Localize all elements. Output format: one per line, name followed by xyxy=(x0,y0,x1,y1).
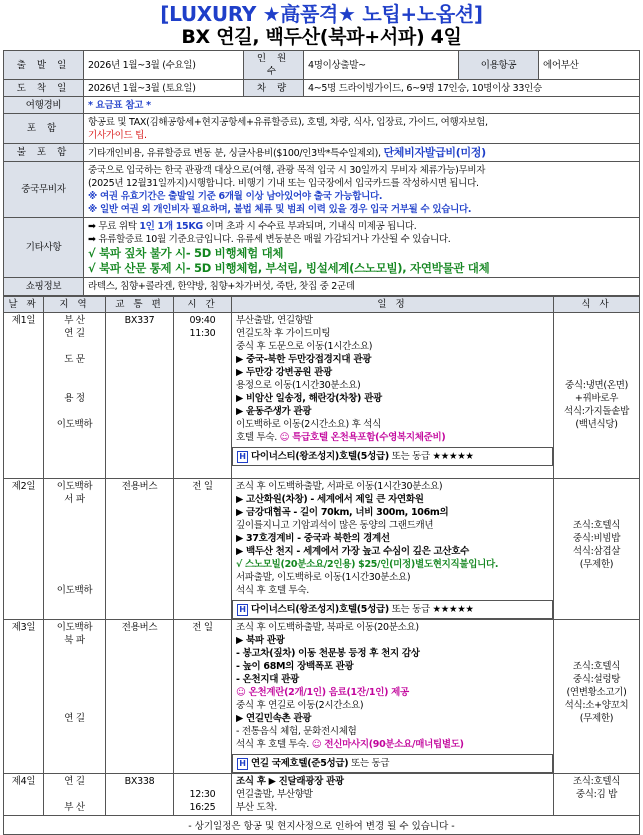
visa-line-4: ※ 일반 여권 외 개인비자 필요하며, 불법 체류 및 범죄 이력 있을 경우 입국 거부될 수 있습니다. xyxy=(88,203,472,215)
region-name: 서 파 xyxy=(64,494,85,505)
schedule-line: 깊이를지니고 기암괴석이 많은 동양의 그랜드캐년 xyxy=(236,520,434,531)
hotel-icon: H xyxy=(237,604,248,616)
hotel-name: 다이너스티(왕조성지)호텔(5성급) xyxy=(251,451,389,462)
day-label xyxy=(4,620,44,774)
region-name: 부 산 xyxy=(64,802,85,813)
day-label xyxy=(4,774,44,816)
meal-item: (연변황소고기) xyxy=(566,687,627,698)
meal-item xyxy=(558,621,635,634)
meal-item: 조식:호텔식 xyxy=(572,776,621,787)
page-title: [LUXURY ★高품격★ 노팁+노옵션] xyxy=(160,2,483,26)
time-value xyxy=(178,775,227,788)
day-times xyxy=(174,620,232,774)
day-regions xyxy=(44,313,106,479)
people-value: 4명이상출발~ xyxy=(304,51,459,80)
etc-line-1-post: 이며 초과 시 수수료 부과되며, 기내식 미제공 됩니다. xyxy=(202,220,417,232)
people-label: 인 원 수 xyxy=(244,51,304,80)
exclude-value: 기타개인비용, 유류할증료 변동 분, 싱글사용비($100/인3박*특수일제외), xyxy=(88,147,381,159)
meal-item: 조식:호텔식 xyxy=(572,661,621,672)
schedule-line xyxy=(236,738,549,751)
meal-item: (무제한) xyxy=(579,559,614,570)
meal-item: (무제한) xyxy=(579,713,614,724)
day-regions xyxy=(44,774,106,816)
schedule-line: - 높이 68M의 장백폭포 관광 xyxy=(236,661,354,672)
region-name: 연 길 xyxy=(64,776,85,787)
header-transport: 교 통 편 xyxy=(106,297,174,313)
day-label xyxy=(4,313,44,479)
day-regions xyxy=(44,620,106,774)
day-number: 제2일 xyxy=(11,481,36,492)
visa-line-3: ※ 여권 유효기간은 출발일 기준 6개월 이상 남아있어야 출국 가능합니다. xyxy=(88,190,383,202)
schedule-line: 조식 후 ▶ 진달래광장 관광 xyxy=(236,776,344,787)
include-cell xyxy=(84,114,640,144)
region-name xyxy=(48,506,101,519)
etc-line-1-highlight: 1인 1개 15KG xyxy=(139,220,203,232)
schedule-line: 용정으로 이동(1시간30분소요) xyxy=(236,380,361,391)
schedule-line: 이도백하로 이동(2시간소요) 후 석식 xyxy=(236,419,381,430)
region-name: 이도백하 xyxy=(56,585,93,596)
meal-item: 석식:소+양꼬치 xyxy=(564,700,629,711)
schedule-line: ▶ 비암산 일송정, 해란강(차창) 관광 xyxy=(236,393,382,404)
day-schedule xyxy=(232,620,554,774)
meal-item: 중식:설렁탕 xyxy=(572,674,621,685)
schedule-line: - 봉고차(짚차) 이동 천문봉 등정 후 천지 감상 xyxy=(236,648,420,659)
schedule-line: 조식 후 이도백하출발, 서파로 이동(1시간30분소요) xyxy=(236,481,443,492)
shop-label: 쇼핑정보 xyxy=(4,278,84,296)
include-label: 포 함 xyxy=(4,114,84,144)
region-name: 이도백하 xyxy=(56,481,93,492)
depart-value: 2026년 1월~3월 (수요일) xyxy=(84,51,244,80)
region-name xyxy=(48,571,101,584)
meal-item xyxy=(558,353,635,366)
day-times xyxy=(174,313,232,479)
hotel-grade: 또는 동급 ★★★★★ xyxy=(388,604,474,615)
day-schedule xyxy=(232,479,554,620)
schedule-line xyxy=(236,686,549,699)
day-number: 제3일 xyxy=(11,622,36,633)
include-value-tip: 기사가이드 팁. xyxy=(88,129,147,141)
region-name xyxy=(48,340,101,353)
schedule-line: ▶ 금강대협곡 - 길이 70km, 너비 300m, 106m의 xyxy=(236,507,449,518)
time-value: 09:40 xyxy=(189,315,216,326)
vehicle-value: 4~5명 드라이빙가이드, 6~9명 17인승, 10명이상 33인승 xyxy=(304,80,640,97)
day-meals xyxy=(554,774,640,816)
meal-item xyxy=(558,314,635,327)
day-row xyxy=(4,620,640,774)
schedule-line: - 온천지대 관광 xyxy=(236,674,299,685)
meal-item xyxy=(558,506,635,519)
meal-item xyxy=(558,493,635,506)
footer-note: - 상기일정은 항공 및 현지사정으로 인하여 변경 될 수 있습니다 - xyxy=(3,816,640,835)
region-name xyxy=(48,699,101,712)
region-name xyxy=(48,379,101,392)
meal-item: 중식:비빔밥 xyxy=(572,533,621,544)
region-name xyxy=(48,647,101,660)
transport-name: 전용버스 xyxy=(121,622,158,633)
cost-label: 여행경비 xyxy=(4,97,84,114)
hotel-info xyxy=(232,447,553,466)
etc-label: 기타사항 xyxy=(4,218,84,278)
meal-item: 석식:삼겹살 xyxy=(572,546,621,557)
schedule-line: ▶ 북파 관광 xyxy=(236,635,285,646)
region-name: 북 파 xyxy=(64,635,85,646)
meal-item xyxy=(558,647,635,660)
time-value: 12:30 xyxy=(189,789,216,800)
schedule-table xyxy=(3,296,640,816)
page-subtitle: BX 연길, 백두산(북파+서파) 4일 xyxy=(181,26,462,48)
etc-line-1 xyxy=(88,220,635,233)
day-row xyxy=(4,313,640,479)
region-name: 연 길 xyxy=(64,713,85,724)
schedule-line-text: 호텔 투숙. xyxy=(236,432,280,443)
day-number: 제1일 xyxy=(11,315,36,326)
visa-label: 중국무비자 xyxy=(4,162,84,218)
include-value: 항공료 및 TAX(김해공항세+현지공항세+유류할증료), 호텔, 차량, 식사, 입장료, 가이드, 여행자보험, xyxy=(88,116,488,128)
schedule-line: 서파출발, 이도백하로 이동(1시간30분소요) xyxy=(236,572,411,583)
schedule-line: 부산출발, 연길향발 xyxy=(236,315,313,326)
day-meals xyxy=(554,479,640,620)
visa-cell xyxy=(84,162,640,218)
transport-name: BX338 xyxy=(124,776,155,787)
schedule-line-highlight: ☺ 전신마사지(90분소요/매너팁별도) xyxy=(311,739,464,750)
region-name xyxy=(48,545,101,558)
time-value: 11:30 xyxy=(189,328,216,339)
day-row xyxy=(4,479,640,620)
region-name xyxy=(48,532,101,545)
day-transport xyxy=(106,313,174,479)
hotel-name: 연길 국제호텔(준5성급) xyxy=(251,758,349,769)
region-name: 도 문 xyxy=(64,354,85,365)
time-value: 전 일 xyxy=(192,622,213,633)
schedule-line: ▶ 백두산 천지 - 세계에서 가장 높고 수심이 깊은 고산호수 xyxy=(236,546,470,557)
schedule-line: 중식 후 연길로 이동(2시간소요) xyxy=(236,700,364,711)
arrive-value: 2026년 1월~3월 (토요일) xyxy=(84,80,244,97)
meal-item: 중식:냉면(온면) xyxy=(565,380,628,391)
region-name: 용 정 xyxy=(64,393,85,404)
meal-item xyxy=(558,634,635,647)
region-name xyxy=(48,405,101,418)
hotel-grade: 또는 동급 xyxy=(348,758,390,769)
region-name xyxy=(48,686,101,699)
schedule-line: ▶ 37호경계비 - 중국과 북한의 경계선 xyxy=(236,533,390,544)
hotel-grade: 또는 동급 ★★★★★ xyxy=(388,451,474,462)
header-schedule: 일 정 xyxy=(232,297,554,313)
etc-cell xyxy=(84,218,640,278)
region-name xyxy=(48,788,101,801)
transport-name: 전용버스 xyxy=(121,481,158,492)
day-label xyxy=(4,479,44,620)
visa-line-1: 중국으로 입국하는 한국 관광객 대상으로(여행, 관광 목적 입국 시 30일까지 무비자 체류가능)무비자 xyxy=(88,164,486,176)
schedule-line: ▶ 두만강 강변공원 관광 xyxy=(236,367,332,378)
header-date: 날 짜 xyxy=(4,297,44,313)
meal-item xyxy=(558,480,635,493)
region-name xyxy=(48,558,101,571)
schedule-body xyxy=(4,313,640,816)
cost-value: * 요금표 참고 * xyxy=(84,97,640,114)
schedule-line: 석식 후 호텔 투숙. xyxy=(236,585,310,596)
day-meals xyxy=(554,620,640,774)
airline-value: 에어부산 xyxy=(539,51,640,80)
schedule-line: 연길도착 후 가이드미팅 xyxy=(236,328,331,339)
day-schedule xyxy=(232,313,554,479)
vehicle-label: 차 량 xyxy=(244,80,304,97)
region-name xyxy=(48,366,101,379)
schedule-header xyxy=(4,297,640,313)
header-meal: 식 사 xyxy=(554,297,640,313)
schedule-line: ▶ 고산화원(차창) - 세계에서 제일 큰 자연화원 xyxy=(236,494,424,505)
schedule-line: 부산 도착. xyxy=(236,802,277,813)
hotel-icon: H xyxy=(237,451,248,463)
exclude-visa-fee: 단체비자발급비(미정) xyxy=(383,145,486,159)
meal-item: (백년식당) xyxy=(575,419,618,430)
region-name: 연 길 xyxy=(64,328,85,339)
day-schedule xyxy=(232,774,554,816)
schedule-line xyxy=(236,431,549,444)
etc-line-1-pre: ➡ 무료 위탁 xyxy=(88,220,140,232)
day-number: 제4일 xyxy=(11,776,36,787)
schedule-line: ▶ 윤동주생가 관광 xyxy=(236,406,312,417)
info-table xyxy=(3,50,640,296)
region-name: 부 산 xyxy=(64,315,85,326)
hotel-info xyxy=(232,600,553,619)
region-name xyxy=(48,519,101,532)
meal-item: 석식:가지돌솥밥 xyxy=(563,406,630,417)
time-value: 전 일 xyxy=(192,481,213,492)
schedule-line: √ 스노모빌(20분소요/2인용) $25/인(미정)별도현지직불입니다. xyxy=(236,559,499,570)
etc-line-4: √ 북파 산문 통제 시- 5D 비행체험, 부석림, 빙설세계(스노모빌), 자연박물관 대체 xyxy=(88,260,490,275)
day-transport xyxy=(106,620,174,774)
meal-item xyxy=(558,366,635,379)
meal-item xyxy=(558,327,635,340)
hotel-info xyxy=(232,754,553,773)
day-meals xyxy=(554,313,640,479)
schedule-line: 중식 후 도문으로 이동(1시간소요) xyxy=(236,341,373,352)
day-times xyxy=(174,774,232,816)
day-row xyxy=(4,774,640,816)
schedule-line-highlight: ☺ 특급호텔 온천욕포함(수영복지체준비) xyxy=(279,432,446,443)
depart-label: 출 발 일 xyxy=(4,51,84,80)
schedule-line-highlight: ☺ 온천계란(2개/1인) 음료(1잔/1인) 제공 xyxy=(236,687,409,698)
etc-line-3: √ 북파 짚차 불가 시- 5D 비행체험 대체 xyxy=(88,245,284,260)
day-transport xyxy=(106,774,174,816)
etc-line-2: ➡ 유류할증료 10월 기준요금입니다. 유류세 변동분은 매월 가감되거나 가산될 수 있습니다. xyxy=(88,233,451,245)
schedule-line: ▶ 중국-북한 두만강접경지대 관광 xyxy=(236,354,372,365)
shop-value: 라텍스, 침향+콜라겐, 한약방, 침향+차가버섯, 죽탄, 찻집 중 2군데 xyxy=(84,278,640,296)
day-times xyxy=(174,479,232,620)
hotel-icon: H xyxy=(237,758,248,770)
schedule-line: 조식 후 이도백하출발, 북파로 이동(20분소요) xyxy=(236,622,419,633)
schedule-line: 연길출발, 부산향발 xyxy=(236,789,313,800)
day-transport xyxy=(106,479,174,620)
visa-line-2: (2025년 12월31일까지)시행합니다. 비행기 기내 또는 입국장에서 입국카드를 작성하시면 됩니다. xyxy=(88,177,479,189)
airline-label: 이용항공 xyxy=(459,51,539,80)
exclude-cell xyxy=(84,144,640,162)
arrive-label: 도 착 일 xyxy=(4,80,84,97)
meal-item: +꿔바로우 xyxy=(574,393,619,404)
meal-item: 조식:호텔식 xyxy=(572,520,621,531)
hotel-name: 다이너스티(왕조성지)호텔(5성급) xyxy=(251,604,389,615)
region-name xyxy=(48,673,101,686)
header-time: 시 간 xyxy=(174,297,232,313)
schedule-line: ▶ 연길민속촌 관광 xyxy=(236,713,312,724)
meal-item: 중식:김 밥 xyxy=(575,789,618,800)
region-name: 이도백하 xyxy=(56,622,93,633)
exclude-label: 불 포 함 xyxy=(4,144,84,162)
time-value: 16:25 xyxy=(189,802,216,813)
day-regions xyxy=(44,479,106,620)
schedule-line-text: 석식 후 호텔 투숙. xyxy=(236,739,312,750)
schedule-line: - 전통음식 체험, 문화전시체험 xyxy=(236,726,357,737)
region-name: 이도백하 xyxy=(56,419,93,430)
transport-name: BX337 xyxy=(124,315,155,326)
region-name xyxy=(48,660,101,673)
header-region: 지 역 xyxy=(44,297,106,313)
title-block xyxy=(3,0,640,50)
meal-item xyxy=(558,340,635,353)
